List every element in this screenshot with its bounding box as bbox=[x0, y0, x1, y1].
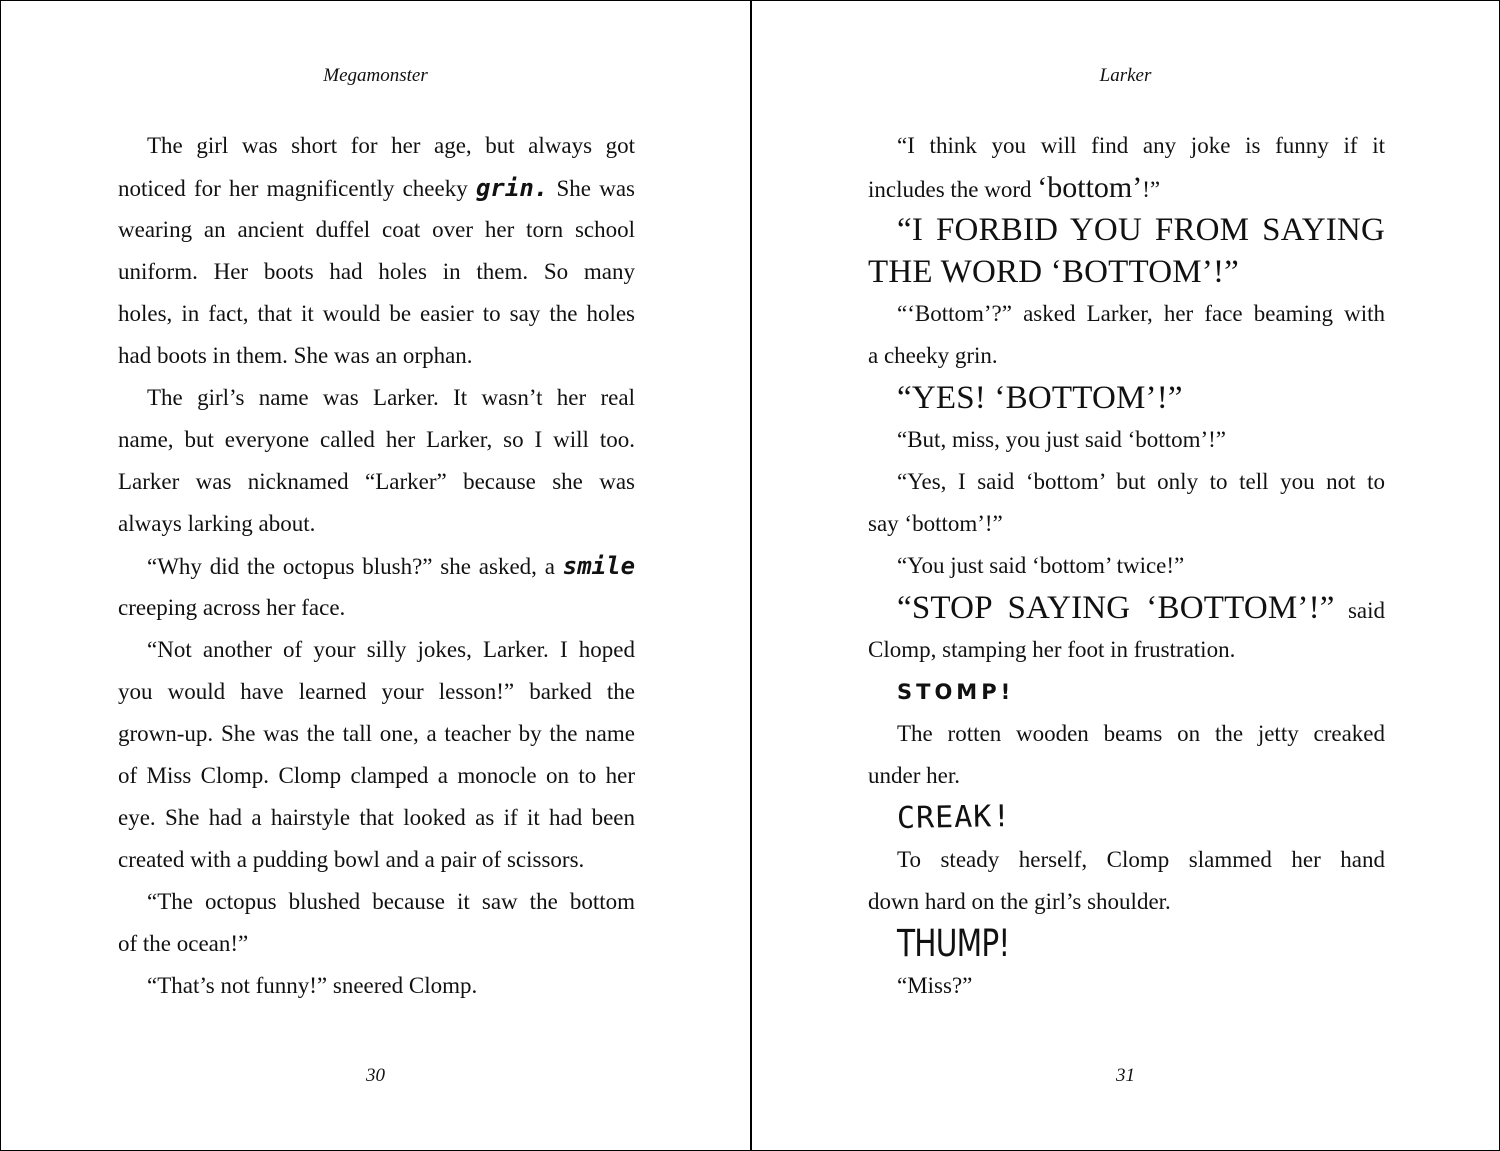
text-line bbox=[868, 587, 1385, 629]
text-line: The girl was short for her age, but always got bbox=[147, 133, 635, 158]
text-line bbox=[868, 167, 1385, 209]
text-line: you would have learned your lesson!” barked the bbox=[118, 679, 635, 704]
text-line: The girl’s name was Larker. It wasn’t her real bbox=[147, 385, 635, 410]
sfx-thump: THUMP! bbox=[897, 922, 1010, 965]
text-line: To steady herself, Clomp slammed her hand bbox=[897, 847, 1385, 872]
body-text bbox=[118, 125, 635, 1007]
text-line: of the ocean!” bbox=[118, 931, 249, 956]
text-line: always larking about. bbox=[118, 511, 316, 536]
text-line: “‘Bottom’?” asked Larker, her face beaming with bbox=[897, 301, 1385, 326]
text-line: wearing an ancient duffel coat over her torn school bbox=[118, 217, 635, 242]
text-line: name, but everyone called her Larker, so I will too. bbox=[118, 427, 635, 452]
emphasis-bottom: ‘bottom’ bbox=[1037, 171, 1143, 204]
text-line bbox=[118, 167, 635, 209]
sfx-creak: CREAK! bbox=[896, 799, 1012, 836]
shout-span: “STOP SAYING ‘BOTTOM’!” bbox=[897, 590, 1335, 626]
body-text bbox=[868, 125, 1385, 1007]
text-line: “Not another of your silly jokes, Larker. I hoped bbox=[147, 637, 635, 662]
text-line: down hard on the girl’s shoulder. bbox=[868, 889, 1171, 914]
shout-line: “I FORBID YOU FROM SAYING bbox=[897, 212, 1385, 248]
shout-line: THE WORD ‘BOTTOM’!” bbox=[868, 254, 1240, 290]
text-line: Larker was nicknamed “Larker” because she was bbox=[118, 469, 635, 494]
right-page bbox=[752, 1, 1499, 1150]
text-line: grown-up. She was the tall one, a teacher by the name bbox=[118, 721, 635, 746]
text-line bbox=[118, 545, 635, 587]
text-line: had boots in them. She was an orphan. bbox=[118, 343, 473, 368]
text-span: !” bbox=[1142, 177, 1161, 202]
text-span: She was bbox=[556, 176, 635, 201]
sound-effect-line bbox=[868, 671, 1385, 713]
text-span: said bbox=[1347, 598, 1385, 623]
text-line: “But, miss, you just said ‘bottom’!” bbox=[897, 427, 1227, 452]
page-number: 30 bbox=[366, 1065, 385, 1086]
left-page bbox=[1, 1, 750, 1150]
page-number: 31 bbox=[1116, 1065, 1135, 1086]
sound-effect-line bbox=[868, 797, 1385, 839]
text-line: “That’s not funny!” sneered Clomp. bbox=[147, 973, 478, 998]
text-line: under her. bbox=[868, 763, 960, 788]
shout-line: “YES! ‘BOTTOM’!” bbox=[897, 380, 1183, 416]
text-line: “You just said ‘bottom’ twice!” bbox=[897, 553, 1185, 578]
text-line: created with a pudding bowl and a pair of scissors. bbox=[118, 847, 585, 872]
emphasis-smile: smile bbox=[562, 552, 636, 580]
sfx-stomp: STOMP! bbox=[897, 680, 1015, 704]
text-line: Clomp, stamping her foot in frustration. bbox=[868, 637, 1236, 662]
text-line: a cheeky grin. bbox=[868, 343, 998, 368]
text-line: eye. She had a hairstyle that looked as if it had been bbox=[118, 805, 635, 830]
text-span: includes the word bbox=[868, 177, 1032, 202]
text-span: noticed for her magnificently cheeky bbox=[118, 176, 468, 201]
text-line: say ‘bottom’!” bbox=[868, 511, 1003, 536]
emphasis-grin: grin. bbox=[475, 174, 549, 202]
running-header: Larker bbox=[1099, 65, 1152, 86]
text-line: “I think you will find any joke is funny if it bbox=[897, 133, 1385, 158]
text-line: “Yes, I said ‘bottom’ but only to tell you not to bbox=[897, 469, 1385, 494]
text-line: creeping across her face. bbox=[118, 595, 346, 620]
text-line: uniform. Her boots had holes in them. So many bbox=[118, 259, 635, 284]
text-line: “The octopus blushed because it saw the bottom bbox=[147, 889, 635, 914]
text-line: The rotten wooden beams on the jetty creaked bbox=[897, 721, 1385, 746]
text-line: “Miss?” bbox=[897, 973, 973, 998]
text-line: of Miss Clomp. Clomp clamped a monocle on to her bbox=[118, 763, 635, 788]
running-header: Megamonster bbox=[323, 65, 428, 86]
text-span: “Why did the octopus blush?” she asked, a bbox=[147, 554, 555, 579]
sound-effect-line bbox=[868, 923, 1385, 965]
text-line: holes, in fact, that it would be easier to say the holes bbox=[118, 301, 635, 326]
